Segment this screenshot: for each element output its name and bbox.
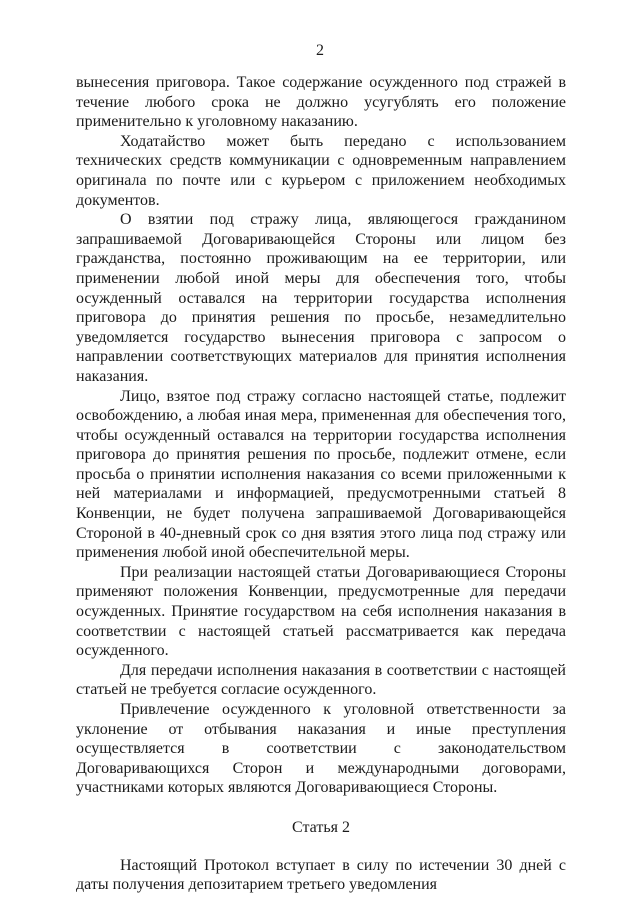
paragraph-continuation: вынесения приговора. Такое содержание осужденного под стражей в течение любого срока не должно усугублять его положение применительно к уголовному наказанию. xyxy=(76,74,566,131)
paragraph: Ходатайство может быть передано с использованием технических средств коммуникации с одновременным направлением оригинала по почте или с курьером с приложением необходимых документов. xyxy=(76,132,566,209)
paragraph: При реализации настоящей статьи Договаривающиеся Стороны применяют положения Конвенции, предусмотренные для передачи осужденных. Принятие государством на себя исполнения наказания в соответствии с настоящей статьей рассматривается как передача осужденного. xyxy=(76,563,566,660)
final-paragraph: Настоящий Протокол вступает в силу по истечении 30 дней с даты получения депозитарием третьего уведомления xyxy=(76,856,566,894)
document-body xyxy=(76,73,566,895)
article-heading: Статья 2 xyxy=(292,818,350,836)
paragraph: Привлечение осужденного к уголовной ответственности за уклонение от отбывания наказания и иные преступления осуществляется в соответствии с законодательством Договаривающихся Сторон и международными договорами, участниками которых являются Договаривающиеся Стороны. xyxy=(76,701,566,797)
page-number: 2 xyxy=(316,42,324,59)
paragraph: Для передачи исполнения наказания в соответствии с настоящей статьей не требуется согласие осужденного. xyxy=(76,661,566,699)
paragraph: Лицо, взятое под стражу согласно настоящей статье, подлежит освобождению, а любая иная мера, примененная для обеспечения того, чтобы осужденный оставался на территории государства исполнения приговора до принятия решения по просьбе, подлежит отмене, если просьба о принятии исполнения наказания со всеми приложенными к ней материалами и информацией, предусмотренными статьей 8 Конвенции, не будет получена запрашиваемой Договаривающейся Стороной в 40-дневный срок со дня взятия этого лица под стражу или применения любой иной обеспечительной меры. xyxy=(76,387,566,562)
paragraph: О взятии под стражу лица, являющегося гражданином запрашиваемой Договаривающейся Стороны или лицом без гражданства, постоянно проживающим на ее территории, или применении любой иной меры для обеспечения того, чтобы осужденный оставался на территории государства исполнения приговора до принятия решения по просьбе, незамедлительно уведомляется государство вынесения приговора с запросом о направлении соответствующих материалов для принятия исполнения наказания. xyxy=(76,211,566,385)
